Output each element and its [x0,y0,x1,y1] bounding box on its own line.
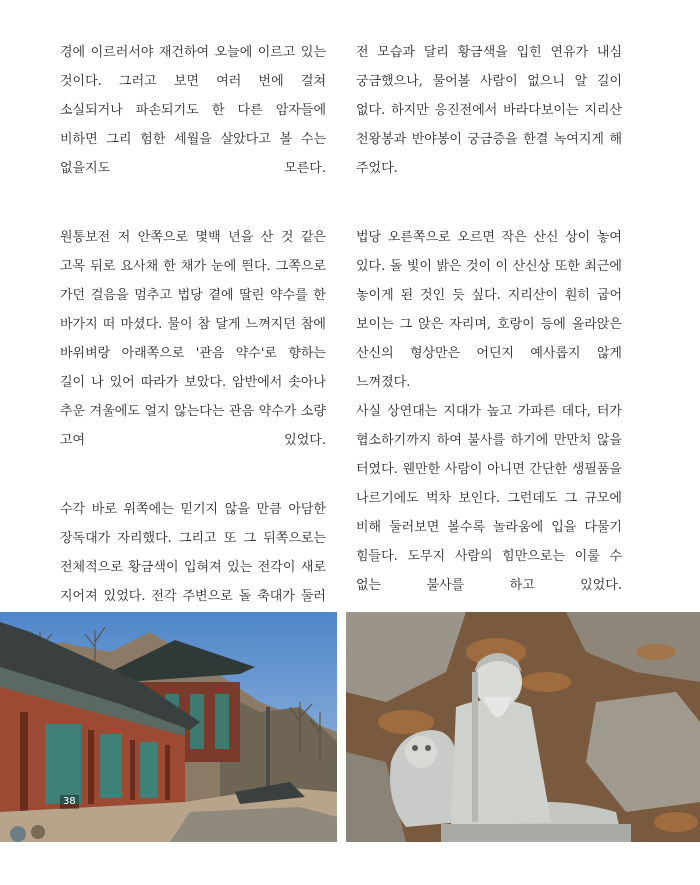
paragraph: 전 모습과 달리 황금색을 입힌 연유가 내심 궁금했으나, 물어볼 사람이 없으니 알 길이 없다. 하지만 응진전에서 바라다보이는 지리산 천왕봉과 반야봉이 궁금증을 한결 녹여지게 해 주었다. [356,45,622,176]
page-number: 38 [60,795,79,809]
paragraph: 법당 오른쪽으로 오르면 작은 산신 상이 놓여 있다. 돌 빛이 밝은 것이 이 산신상 또한 최근에 놓이게 된 것인 듯 싶다. 지리산이 훤히 굽어 보이는 그 앉은 자리며, 호랑이 등에 올라앉은 산신의 형상만은 어딘지 예사롭지 않게 느껴졌다. [356,230,622,390]
mountain-spirit-statue-photo [346,612,700,842]
temple-buildings-photo [0,612,337,842]
paragraph: 사실 상연대는 지대가 높고 가파른 데다, 터가 협소하기까지 하여 불사를 하기에 만만치 않을 터였다. 웬만한 사람이 아니면 간단한 생필품을 나르기에도 벅차 보인다. 그런데도 그 규모에 비해 둘러보면 볼수록 놀라움에 입을 다물기 힘들다. 도무지 사람의 힘만으로는 이룰 수 없는 불사를 하고 있었다. [356,404,622,593]
paragraph: 원통보전 저 안쪽으로 몇백 년을 산 것 같은 고목 뒤로 요사채 한 채가 눈에 띈다. 그쪽으로 가던 걸음을 멈추고 법당 곁에 딸린 약수를 한 바가지 떠 마셨다. 물이 참 달게 느껴지던 참에 바위벼랑 아래쪽으로 '관음 약수'로 향하는 길이 나 있어 따라가 보았다. 암반에서 솟아나 추운 겨울에도 얼지 않는다는 관음 약수가 소량 고여 있었다. [60,230,326,448]
paragraph: 수각 바로 위쪽에는 믿기지 않을 만큼 아담한 장독대가 자리했다. 그리고 또 그 뒤쪽으로는 전체적으로 황금색이 입혀져 있는 전각이 새로 지어져 있었다. 전각 주변으로 돌 축대가 둘러 [60,502,326,604]
paragraph: 경에 이르러서야 재건하여 오늘에 이르고 있는 것이다. 그러고 보면 여러 번에 걸쳐 소실되거나 파손되기도 한 다른 암자들에 비하면 그리 험한 세월을 살았다고 볼 수는 없을지도 모른다. [60,45,326,176]
